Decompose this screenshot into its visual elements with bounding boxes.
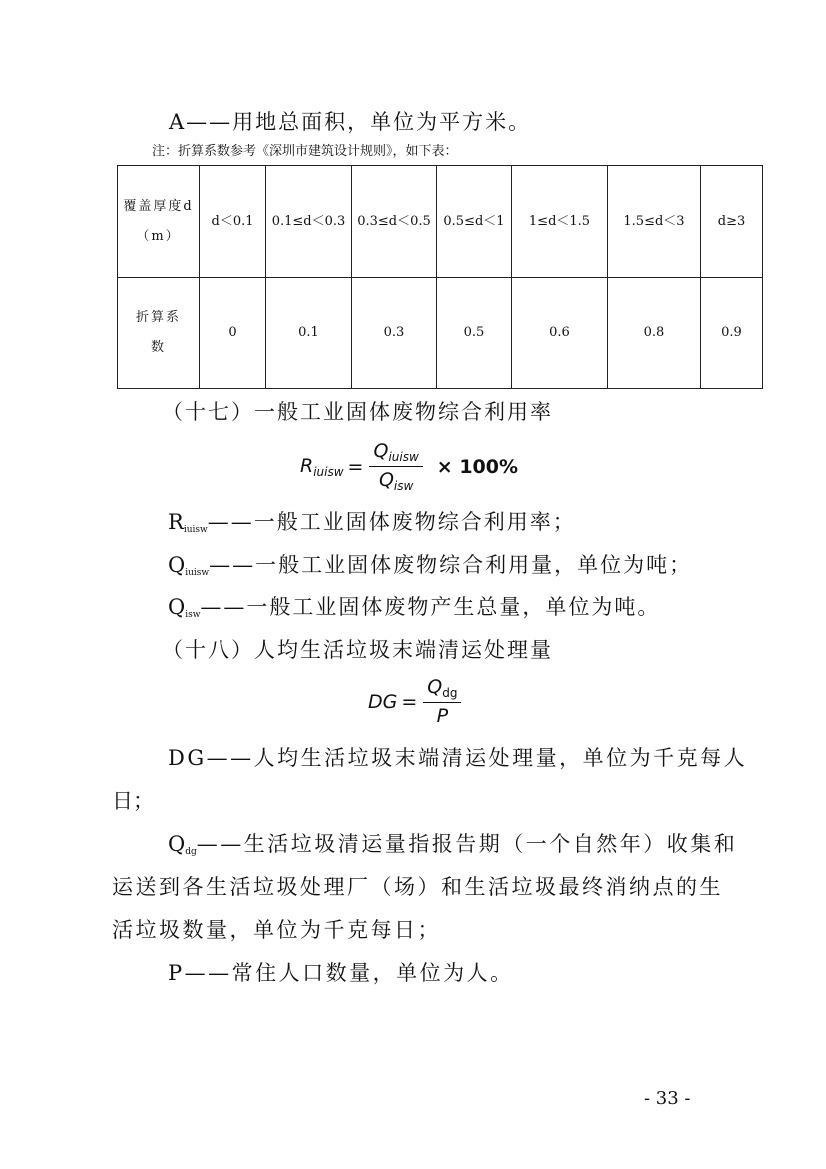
formula-numerator-sub: iuisw (388, 450, 419, 464)
formula-lhs: DG (368, 690, 398, 713)
formula-lhs-sub: iuisw (313, 464, 344, 479)
formula-denominator: Q (378, 469, 394, 491)
table-cell: 0.6 (512, 278, 608, 389)
definition-qdg-line-2: 运送到各生活垃圾处理厂（场）和生活垃圾最终消纳点的生 (112, 875, 723, 899)
page-number: - 33 - (644, 1088, 691, 1109)
section-18-title: （十八）人均生活垃圾末端清运处理量 (162, 638, 553, 662)
definition-qdg-line-1: $Q_{dg}——$生活垃圾清运量指报告期（一个自然年）收集和 (168, 832, 738, 857)
conversion-coefficient-table (117, 165, 763, 389)
table-cell: 0.8 (608, 278, 701, 389)
table-header-cell: 0.5≤d＜1 (437, 166, 512, 278)
table-header-cell: 覆盖厚度d（m） (118, 166, 200, 278)
paragraph-area-definition: A——用地总面积，单位为平方米。 (169, 110, 532, 134)
definition-q-utilization: $Q_{iuisw}——$一般工业固体废物综合利用量，单位为吨； (168, 553, 693, 578)
table-cell: 0 (200, 278, 266, 389)
table-header-cell: 0.3≤d＜0.5 (352, 166, 437, 278)
formula-fraction (423, 676, 461, 727)
formula-numerator: Q (427, 676, 443, 698)
table-header-cell: 1.5≤d＜3 (608, 166, 701, 278)
table-row (118, 166, 763, 278)
formula-per-capita-waste: DG = $\frac{Q_{dg}}{P}$ (368, 676, 467, 727)
table-cell: 0.1 (266, 278, 352, 389)
definition-r: $R_{iuisw}——$一般工业固体废物综合利用率； (168, 510, 576, 535)
formula-numerator-sub: dg (442, 686, 458, 700)
table-cell: 0.9 (701, 278, 763, 389)
formula-suffix: × 100% (436, 455, 519, 478)
table-cell: 0.3 (352, 278, 437, 389)
table-note: 注：折算系数参考《深圳市建筑设计规则》，如下表： (152, 144, 458, 159)
table-header-cell: d＜0.1 (200, 166, 266, 278)
formula-denominator-sub: isw (393, 479, 414, 493)
table-cell: 折算系数 (118, 278, 200, 389)
formula-lhs: R (300, 454, 314, 477)
section-17-title: （十七）一般工业固体废物综合利用率 (162, 400, 553, 424)
table-header-cell: 1≤d＜1.5 (512, 166, 608, 278)
formula-utilization-rate: $R_{iuisw}$ = $\frac{Q_{iuisw}}{Q_{isw}}$ × 100% (300, 440, 519, 493)
table-header-cell: 0.1≤d＜0.3 (266, 166, 352, 278)
table-cell: 0.5 (437, 278, 512, 389)
definition-q-generation: $Q_{isw}——$一般工业固体废物产生总量，单位为吨。 (168, 595, 661, 620)
formula-numerator: Q (373, 440, 389, 462)
table-header-cell: d≥3 (701, 166, 763, 278)
definition-qdg-line-3: 活垃圾数量，单位为千克每日； (112, 918, 441, 942)
formula-fraction (369, 440, 422, 493)
definition-dg-line-2: 日； (112, 789, 154, 813)
definition-p: P——常住人口数量，单位为人。 (168, 961, 514, 985)
definition-dg-line-1: DG——人均生活垃圾末端清运处理量，单位为千克每人 (168, 746, 748, 770)
formula-denominator: P (436, 705, 449, 727)
table-row (118, 278, 763, 389)
